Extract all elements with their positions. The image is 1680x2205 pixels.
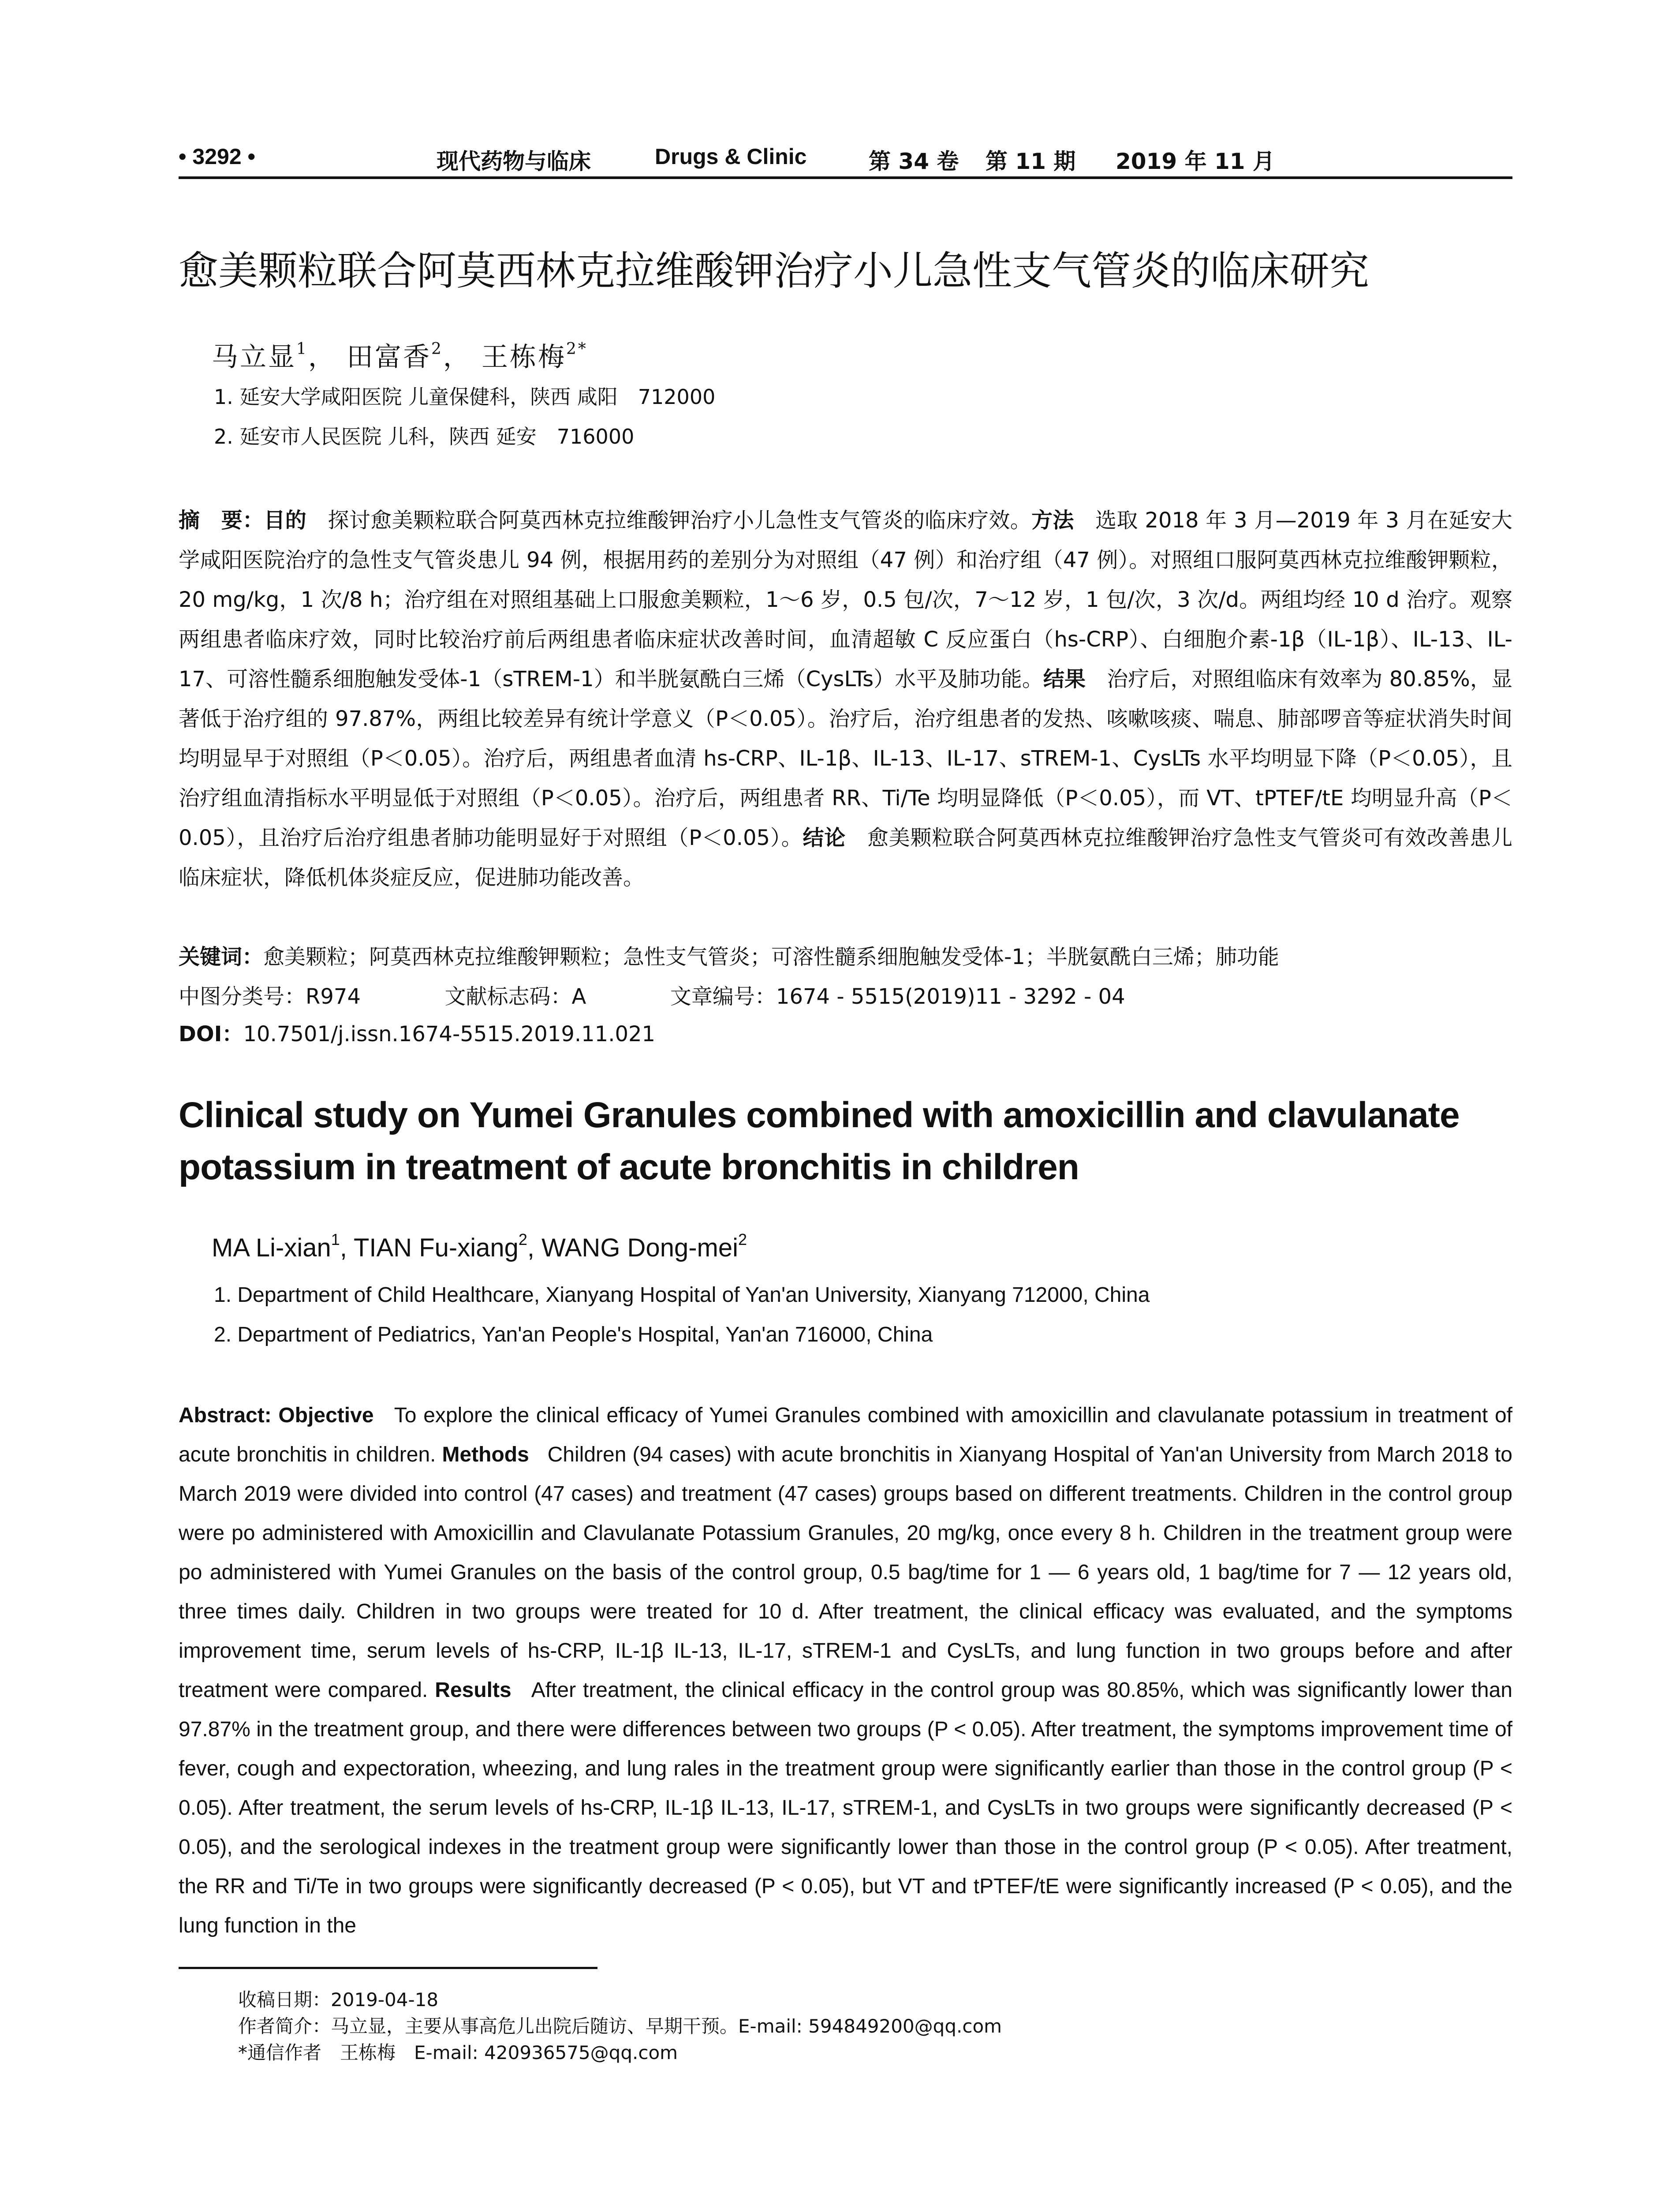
article-title-cn: 愈美颗粒联合阿莫西林克拉维酸钾治疗小儿急性支气管炎的临床研究 <box>179 248 1369 294</box>
authors-cn: 马立显$^1$， 田富香$^2$， 王栋梅$^{2*}$ <box>212 340 588 373</box>
article-no-value: 1674 - 5515(2019)11 - 3292 - 04 <box>776 984 1125 1009</box>
publication-date: 2019 年 11 月 <box>1116 149 1275 174</box>
conclusion-text: 愈美颗粒联合阿莫西林克拉维酸钾治疗急性支气管炎可有效改善患儿临床症状，降低机体炎症反应，促进肺功能改善。 <box>179 826 1512 890</box>
abstract-cn <box>179 501 1512 897</box>
author-affil-mark: 2 <box>431 340 443 358</box>
objective-text-en: To explore the clinical efficacy of Yumei Granules combined with amoxicillin and clavulanate potassium in treatment of acute bronchitis in children. <box>179 1404 1513 1466</box>
doi-label: DOI： <box>179 1022 243 1046</box>
article-title-en <box>179 1089 1515 1193</box>
methods-label: 方法 <box>1031 508 1074 533</box>
page-number: • 3292 • <box>179 144 256 169</box>
results-text: 治疗后，对照组临床有效率为 80.85%，显著低于治疗组的 97.87%，两组比较差异有统计学意义（P＜0.05）。治疗后，治疗组患者的发热、咳嗽咳痰、喘息、肺部啰音等症状消失时间均明显早于对照组（P＜0.05）。治疗后，两组患者血清 hs-CRP、IL-1β、IL-13、IL-17、sTREM-1、CysLTs 水平均明显下降（P＜0.05），且治疗组血清指标水平明显低于对照组（P＜0.05）。治疗后，两组患者 RR、Ti/Te 均明显降低（P＜0.05），而 VT、tPTEF/tE 均明显升高（P＜0.05），且治疗后治疗组患者肺功能明显好于对照组（P＜0.05）。 <box>179 667 1512 850</box>
objective-label: 目的 <box>264 508 307 533</box>
conclusion-label: 结论 <box>803 826 846 850</box>
author-affil-mark: 2 <box>518 1230 527 1248</box>
received-date: 收稿日期：2019-04-18 <box>238 1989 439 2011</box>
affiliation-cn-1: 1. 延安大学咸阳医院 儿童保健科，陕西 咸阳 712000 <box>214 385 716 409</box>
journal-name-cn: 现代药物与临床 <box>437 148 591 174</box>
article-title-en-line1: Clinical study on Yumei Granules combined with amoxicillin and clavulanate <box>179 1095 1460 1135</box>
results-label-en: Results <box>435 1678 511 1702</box>
author-introduction: 作者简介：马立显，主要从事高危儿出院后随访、早期干预。E-mail: 594849200@qq.com <box>238 2015 1002 2037</box>
issue: 第 11 期 <box>986 149 1076 174</box>
author-affil-mark: 1 <box>296 340 308 358</box>
corresponding-author: *通信作者 王栋梅 E-mail: 420936575@qq.com <box>238 2042 678 2063</box>
doi-line <box>179 1019 655 1050</box>
author-affil-mark: 2 <box>738 1230 747 1248</box>
objective-text: 探讨愈美颗粒联合阿莫西林克拉维酸钾治疗小儿急性支气管炎的临床疗效。 <box>328 508 1032 533</box>
author-name: 田富香 <box>346 342 431 373</box>
affiliation-en-1: 1. Department of Child Healthcare, Xianyang Hospital of Yan'an University, Xianyang 712000, China <box>214 1283 1150 1307</box>
doc-code-value: A <box>571 984 586 1009</box>
doc-code-label: 文献标志码： <box>444 984 572 1009</box>
results-text-en: After treatment, the clinical efficacy in the control group was 80.85%, which was significantly lower than 97.87% in the treatment group, and there were differences between two groups (P < 0.05). After treatment, the symptoms improvement time of fever, cough and expectoration, wheezing, and lung rales in the treatment group were significantly earlier than those in the control group (P < 0.05). After treatment, the serum levels of hs-CRP, IL-1β IL-13, IL-17, sTREM-1, and CysLTs in two groups were significantly decreased (P < 0.05), and the serological indexes in the treatment group were significantly lower than those in the control group (P < 0.05). After treatment, the RR and Ti/Te in two groups were significantly decreased (P < 0.05), but VT and tPTEF/tE were significantly increased (P < 0.05), and the lung function in the <box>179 1678 1513 1937</box>
volume: 第 34 卷 <box>869 149 959 174</box>
results-label: 结果 <box>1043 667 1086 691</box>
methods-label-en: Methods <box>442 1443 529 1466</box>
journal-name-en: Drugs & Clinic <box>655 144 807 169</box>
keywords-cn <box>179 942 1279 972</box>
footnote-divider <box>179 1967 597 1969</box>
abstract-en <box>179 1396 1512 1945</box>
clc-label: 中图分类号： <box>179 984 306 1009</box>
author-affil-mark: 1 <box>331 1230 340 1248</box>
author-affil-mark: 2* <box>566 340 588 358</box>
methods-text: 选取 2018 年 3 月—2019 年 3 月在延安大学咸阳医院治疗的急性支气管炎患儿 94 例，根据用药的差别分为对照组（47 例）和治疗组（47 例）。对照组口服阿莫西林克拉维酸钾颗粒，20 mg/kg，1 次/8 h；治疗组在对照组基础上口服愈美颗粒，1～6 岁，0.5 包/次，7～12 岁，1 包/次，3 次/d。两组均经 10 d 治疗。观察两组患者临床疗效，同时比较治疗前后两组患者临床症状改善时间，血清超敏 C 反应蛋白（hs-CRP）、白细胞介素-1β（IL-1β）、IL-13、IL-17、可溶性髓系细胞触发受体-1（sTREM-1）和半胱氨酰白三烯（CysLTs）水平及肺功能。 <box>179 508 1512 691</box>
authors-en: MA Li-xian$^1$, TIAN Fu-xiang$^2$, WANG Dong-mei$^2$ <box>212 1230 747 1262</box>
running-header <box>179 140 1512 179</box>
author-name: 马立显 <box>212 342 296 373</box>
doi-value: 10.7501/j.issn.1674-5515.2019.11.021 <box>243 1022 656 1046</box>
affiliation-en-2: 2. Department of Pediatrics, Yan'an People's Hospital, Yan'an 716000, China <box>214 1323 933 1346</box>
author-name: TIAN Fu-xiang <box>354 1233 519 1262</box>
methods-text-en: Children (94 cases) with acute bronchitis in Xianyang Hospital of Yan'an University from March 2018 to March 2019 were divided into control (47 cases) and treatment (47 cases) groups based on different treatments. Children in the control group were po administered with Amoxicillin and Clavulanate Potassium Granules, 20 mg/kg, once every 8 h. Children in the treatment group were po administered with Yumei Granules on the basis of the control group, 0.5 bag/time for 1 — 6 years old, 1 bag/time for 7 — 12 years old, three times daily. Children in two groups were treated for 10 d. After treatment, the clinical efficacy was evaluated, and the symptoms improvement time, serum levels of hs-CRP, IL-1β IL-13, IL-17, sTREM-1 and CysLTs, and lung function in two groups before and after treatment were compared. <box>179 1443 1512 1702</box>
keywords-text: 愈美颗粒；阿莫西林克拉维酸钾颗粒；急性支气管炎；可溶性髓系细胞触发受体-1；半胱氨酰白三烯；肺功能 <box>263 945 1279 969</box>
objective-label-en: Objective <box>278 1404 374 1427</box>
author-name: MA Li-xian <box>212 1233 331 1262</box>
abstract-label-en: Abstract: <box>179 1404 272 1427</box>
affiliation-cn-2: 2. 延安市人民医院 儿科，陕西 延安 716000 <box>214 425 635 448</box>
classification-line <box>179 981 1125 1012</box>
keywords-label: 关键词： <box>179 945 264 969</box>
author-name: 王栋梅 <box>481 342 566 373</box>
author-name: WANG Dong-mei <box>541 1233 738 1262</box>
article-no-label: 文章编号： <box>670 984 776 1009</box>
article-title-en-line2: potassium in treatment of acute bronchitis in children <box>179 1147 1079 1187</box>
abstract-label: 摘 要： <box>179 508 264 533</box>
clc-value: R974 <box>306 984 361 1009</box>
